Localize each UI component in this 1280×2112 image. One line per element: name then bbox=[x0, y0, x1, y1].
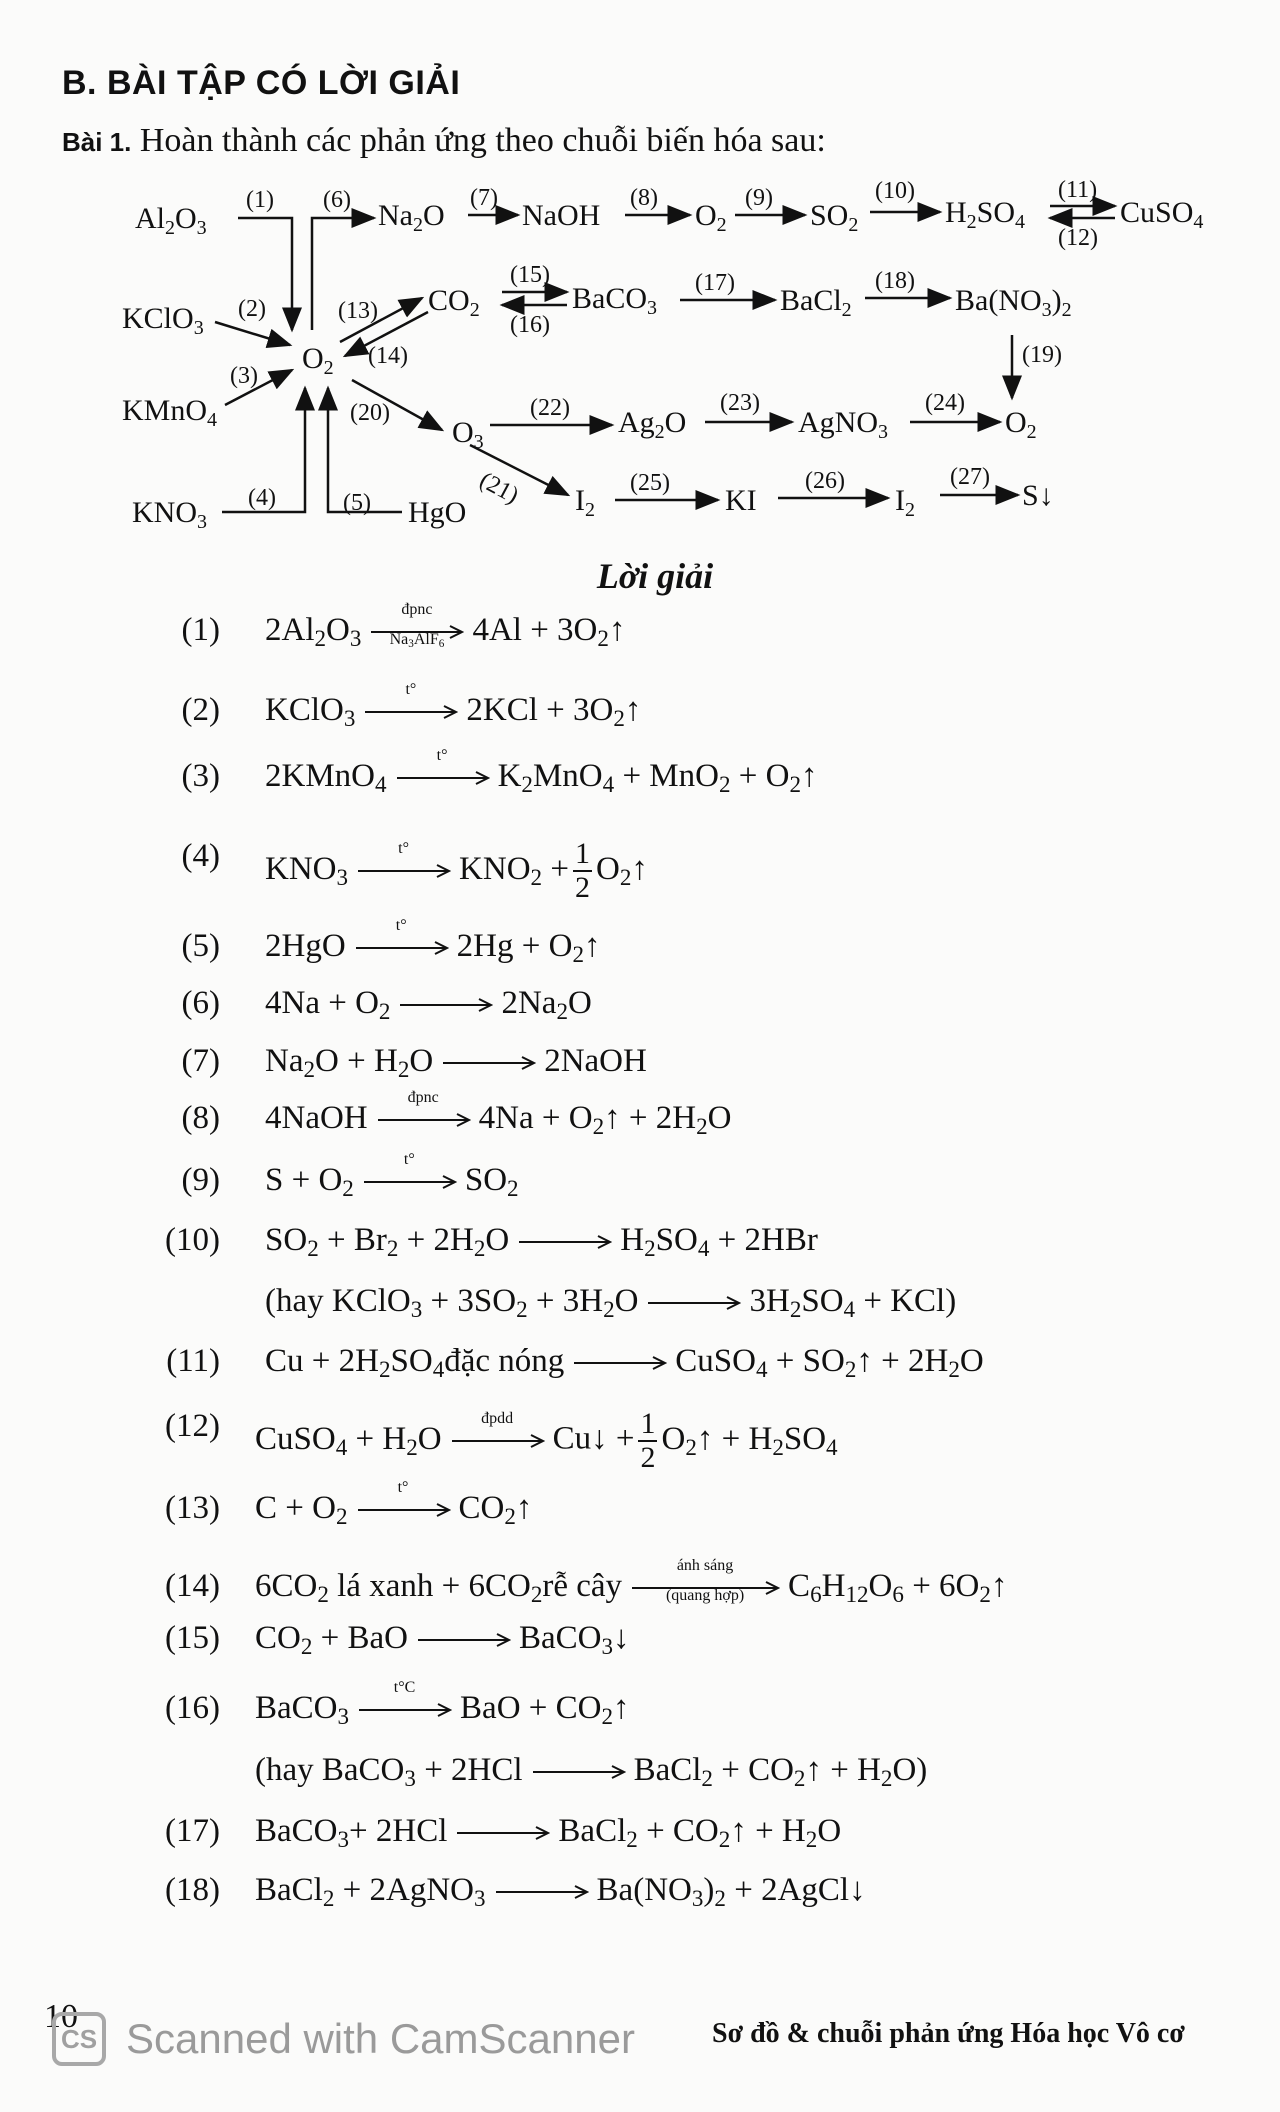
reaction-number: (9) bbox=[181, 1162, 220, 1198]
node-cuso4: CuSO$_4$ bbox=[1120, 196, 1204, 233]
products: $4Al + 3O_2↑$ bbox=[472, 612, 626, 651]
reaction-arrow: đpnc bbox=[376, 1113, 471, 1127]
solution-title: Lời giải bbox=[596, 556, 714, 596]
reaction-arrow bbox=[517, 1235, 612, 1249]
arrow-2 bbox=[215, 322, 290, 345]
label-21: (21) bbox=[475, 467, 523, 510]
reactants: (hay KClO$_3$ + $3SO_2 + 3H_2O$ bbox=[265, 1283, 639, 1322]
reaction-equation bbox=[265, 1089, 732, 1140]
label-27: (27) bbox=[950, 464, 990, 490]
reactants: $2Al_2O_3$ bbox=[265, 612, 362, 651]
reaction-number: (7) bbox=[181, 1043, 220, 1079]
products: $3H_2SO_4 + KCl$) bbox=[749, 1283, 957, 1322]
reactants: $S + O_2$ bbox=[265, 1162, 354, 1201]
label-6: (6) bbox=[323, 187, 351, 213]
reaction-number: (13) bbox=[165, 1490, 220, 1526]
reactants: (hay BaCO$_3$ + 2HCl bbox=[255, 1752, 523, 1791]
products: BaCl$_2$ + $CO_2↑ + H_2O$) bbox=[633, 1752, 928, 1791]
label-14: (14) bbox=[368, 343, 408, 369]
node-naoh: NaOH bbox=[522, 199, 601, 232]
node-na2o: $Na_2O$ bbox=[378, 199, 445, 236]
node-so2: $SO_2$ bbox=[810, 199, 859, 236]
problem-statement bbox=[62, 122, 826, 160]
node-bano3: $Ba(NO_3)_2$ bbox=[955, 284, 1072, 321]
reaction-equation bbox=[265, 681, 642, 732]
node-o2-center: $O_2$ bbox=[302, 342, 334, 379]
products: BaCl$_2$ + $CO_2↑ + H_2O$ bbox=[558, 1813, 842, 1852]
reaction-row bbox=[0, 1089, 1280, 1150]
reaction-row bbox=[0, 1283, 1280, 1333]
products: $2Na_2O$ bbox=[501, 985, 592, 1024]
reaction-arrow: đpnc $Na_3AlF_6$ bbox=[369, 625, 464, 639]
reactants: $KNO_3$ bbox=[265, 850, 349, 890]
label-19: (19) bbox=[1022, 342, 1062, 368]
label-5: (5) bbox=[343, 490, 371, 516]
products: $2KCl + 3O_2↑$ bbox=[466, 692, 642, 731]
node-i2-a: $I_2$ bbox=[575, 484, 595, 521]
reactants: $Cu + 2H_2SO_4đặc$ nóng bbox=[265, 1343, 565, 1382]
reactants: CuSO$_4$ + $H_2O$ bbox=[255, 1420, 442, 1460]
label-25: (25) bbox=[630, 470, 670, 496]
products: $CO_2↑$ bbox=[458, 1490, 533, 1529]
node-ki: KI bbox=[725, 484, 757, 517]
label-15: (15) bbox=[510, 262, 550, 288]
reaction-equation bbox=[265, 1222, 818, 1262]
reaction-number: (12) bbox=[165, 1408, 220, 1444]
node-hgo: HgO bbox=[408, 496, 467, 529]
products: $H_2SO_4 + 2HBr$ bbox=[620, 1222, 818, 1261]
reaction-number: (16) bbox=[165, 1690, 220, 1726]
camscanner-watermark bbox=[52, 2012, 635, 2066]
reaction-row bbox=[0, 837, 1280, 904]
node-o2-top: $O_2$ bbox=[695, 199, 727, 236]
section-heading: B. BÀI TẬP CÓ LỜI GIẢI bbox=[62, 64, 461, 102]
products: BaO + $CO_2↑$ bbox=[460, 1690, 630, 1729]
label-9: (9) bbox=[745, 185, 773, 211]
products: $4Na + O_2↑ + 2H_2O$ bbox=[478, 1100, 732, 1139]
reaction-number: (15) bbox=[165, 1620, 220, 1656]
page-number: 10 bbox=[44, 1998, 78, 2035]
reaction-arrow: t° bbox=[395, 771, 490, 785]
reaction-number: (17) bbox=[165, 1813, 220, 1849]
problem-label: Bài 1. bbox=[62, 127, 132, 157]
reaction-equation bbox=[265, 1343, 984, 1383]
node-kmno4: KMnO$_4$ bbox=[122, 394, 218, 431]
node-i2-b: $I_2$ bbox=[895, 484, 915, 521]
node-o2-right: $O_2$ bbox=[1005, 406, 1037, 443]
node-co2: $CO_2$ bbox=[428, 284, 480, 321]
reaction-row bbox=[0, 1043, 1280, 1093]
reaction-row bbox=[0, 1679, 1280, 1740]
reaction-arrow: t° bbox=[356, 1503, 451, 1517]
reaction-equation bbox=[265, 601, 626, 652]
reaction-number: (8) bbox=[181, 1100, 220, 1136]
reaction-arrow bbox=[398, 998, 493, 1012]
reaction-equation bbox=[265, 1151, 519, 1202]
reaction-arrow bbox=[441, 1056, 536, 1070]
reactants: 2KMnO$_4$ bbox=[265, 758, 387, 797]
node-kno3: $KNO_3$ bbox=[132, 496, 207, 533]
reaction-arrow bbox=[455, 1826, 550, 1840]
reaction-equation bbox=[265, 1043, 647, 1083]
products: Cu↓ + bbox=[552, 1420, 635, 1457]
fraction: $\frac{1}{2}$ bbox=[640, 1407, 656, 1474]
node-agno3: AgNO$_3$ bbox=[798, 406, 888, 443]
reaction-number: (4) bbox=[181, 838, 220, 874]
products: $SO_2$ bbox=[464, 1162, 519, 1201]
camscanner-logo-icon: CS bbox=[52, 2012, 106, 2066]
reaction-number: (2) bbox=[181, 692, 220, 728]
reaction-arrow bbox=[416, 1633, 511, 1647]
reaction-row bbox=[0, 1479, 1280, 1540]
reaction-equation bbox=[255, 1408, 838, 1474]
book-title: Sơ đồ & chuỗi phản ứng Hóa học Vô cơ bbox=[712, 2018, 1185, 2049]
reaction-equation bbox=[255, 1557, 1008, 1608]
label-20: (20) bbox=[350, 400, 390, 426]
reactants: 2HgO bbox=[265, 928, 346, 964]
reactants: KClO$_3$ bbox=[265, 692, 356, 731]
reaction-row bbox=[0, 601, 1280, 662]
reaction-row bbox=[0, 1557, 1280, 1618]
reaction-equation bbox=[255, 1479, 533, 1530]
reaction-equation bbox=[255, 1679, 630, 1730]
reactants: BaCl$_2$ + 2AgNO$_3$ bbox=[255, 1872, 486, 1911]
reaction-row bbox=[0, 917, 1280, 978]
reactants: $6CO_2$ lá xanh + $6CO_2rễ$ cây bbox=[255, 1568, 623, 1607]
reaction-row bbox=[0, 747, 1280, 808]
node-o3: $O_3$ bbox=[452, 416, 484, 453]
label-12: (12) bbox=[1058, 225, 1098, 251]
reaction-number: (1) bbox=[181, 612, 220, 648]
label-13: (13) bbox=[338, 298, 378, 324]
reactants: BaCO$_3$+ 2HCl bbox=[255, 1813, 448, 1852]
label-8: (8) bbox=[630, 185, 658, 211]
reaction-equation bbox=[255, 1752, 927, 1792]
reactants: $C + O_2$ bbox=[255, 1490, 348, 1529]
reaction-number: (5) bbox=[181, 928, 220, 964]
reaction-arrow bbox=[494, 1885, 589, 1899]
label-16: (16) bbox=[510, 312, 550, 338]
reaction-row bbox=[0, 1872, 1280, 1922]
label-4: (4) bbox=[248, 485, 276, 511]
reaction-row bbox=[0, 1752, 1280, 1802]
products: BaCO$_3$↓ bbox=[519, 1620, 630, 1659]
node-baco3: BaCO$_3$ bbox=[572, 282, 657, 319]
products-continued: $O_2↑$ bbox=[595, 850, 648, 890]
reaction-arrow bbox=[531, 1765, 626, 1779]
reaction-arrow: đpdd bbox=[450, 1434, 545, 1448]
reactants: $Na_2O + H_2O$ bbox=[265, 1043, 434, 1082]
reactants: $4Na + O_2$ bbox=[265, 985, 391, 1024]
reaction-number: (11) bbox=[166, 1343, 220, 1379]
reactants: 4NaOH bbox=[265, 1100, 368, 1136]
reaction-number: (3) bbox=[181, 758, 220, 794]
label-11: (11) bbox=[1058, 177, 1098, 203]
reaction-arrow bbox=[572, 1356, 667, 1370]
label-10: (10) bbox=[875, 178, 915, 204]
reactants: $CO_2$ + BaO bbox=[255, 1620, 408, 1659]
products: $2Hg + O_2↑$ bbox=[456, 928, 601, 967]
reaction-row bbox=[0, 1620, 1280, 1670]
reaction-arrow: t°C bbox=[357, 1703, 452, 1717]
products: $K_2MnO_4 + MnO_2$ + $O_2↑$ bbox=[497, 758, 818, 797]
reaction-number: (10) bbox=[165, 1222, 220, 1258]
node-h2so4: $H_2SO_4$ bbox=[945, 196, 1026, 233]
reaction-row bbox=[0, 1407, 1280, 1474]
products: $Ba(NO_3)_2$ + 2AgCl↓ bbox=[596, 1872, 866, 1911]
products: 2NaOH bbox=[544, 1043, 647, 1079]
products: $KNO_2$ + bbox=[459, 850, 569, 890]
label-3: (3) bbox=[230, 363, 258, 389]
label-24: (24) bbox=[925, 390, 965, 416]
node-s: S↓ bbox=[1022, 479, 1054, 512]
reaction-row bbox=[0, 1151, 1280, 1212]
reaction-equation bbox=[255, 1813, 841, 1853]
reaction-number: (18) bbox=[165, 1872, 220, 1908]
reaction-chain-diagram bbox=[0, 160, 1280, 550]
reaction-equation bbox=[255, 1620, 630, 1660]
products-continued: $O_2↑ + H_2SO_4$ bbox=[661, 1420, 838, 1460]
reaction-row bbox=[0, 1343, 1280, 1393]
reaction-arrow: ánh sáng (quang hợp) bbox=[630, 1581, 780, 1595]
reaction-equation bbox=[265, 838, 648, 904]
reaction-number: (14) bbox=[165, 1568, 220, 1604]
watermark-text: Scanned with CamScanner bbox=[126, 2015, 635, 2062]
reaction-number: (6) bbox=[181, 985, 220, 1021]
node-ag2o: $Ag_2O$ bbox=[618, 406, 687, 443]
reaction-equation bbox=[265, 985, 592, 1025]
reaction-row bbox=[0, 985, 1280, 1035]
reaction-equation bbox=[265, 1283, 956, 1323]
label-23: (23) bbox=[720, 390, 760, 416]
reaction-equation bbox=[265, 917, 601, 968]
reactants: BaCO$_3$ bbox=[255, 1690, 350, 1729]
label-17: (17) bbox=[695, 270, 735, 296]
reaction-equation bbox=[265, 747, 818, 798]
label-7: (7) bbox=[470, 185, 498, 211]
node-al2o3: $Al_2O_3$ bbox=[135, 202, 207, 239]
reaction-arrow: t° bbox=[356, 864, 451, 878]
label-2: (2) bbox=[238, 296, 266, 322]
reaction-row bbox=[0, 1222, 1280, 1272]
reaction-arrow: t° bbox=[354, 941, 449, 955]
reaction-row bbox=[0, 1813, 1280, 1863]
problem-text: Hoàn thành các phản ứng theo chuỗi biến hóa sau: bbox=[139, 122, 826, 159]
label-18: (18) bbox=[875, 268, 915, 294]
products: CuSO$_4$ + $SO_2↑ + 2H_2O$ bbox=[675, 1343, 984, 1382]
node-kclo3: KClO$_3$ bbox=[122, 302, 204, 339]
reactants: $SO_2 + Br_2 + 2H_2O$ bbox=[265, 1222, 510, 1261]
fraction: $\frac{1}{2}$ bbox=[574, 837, 590, 904]
node-bacl2: BaCl$_2$ bbox=[780, 284, 852, 321]
reaction-arrow: t° bbox=[363, 705, 458, 719]
products: $C_6H_{12}O_6$ + $6O_2↑$ bbox=[788, 1568, 1008, 1607]
label-1: (1) bbox=[246, 187, 274, 213]
label-22: (22) bbox=[530, 395, 570, 421]
reaction-equation bbox=[255, 1872, 866, 1912]
reaction-arrow: t° bbox=[362, 1175, 457, 1189]
reaction-row bbox=[0, 681, 1280, 742]
reaction-arrow bbox=[646, 1296, 741, 1310]
label-26: (26) bbox=[805, 468, 845, 494]
